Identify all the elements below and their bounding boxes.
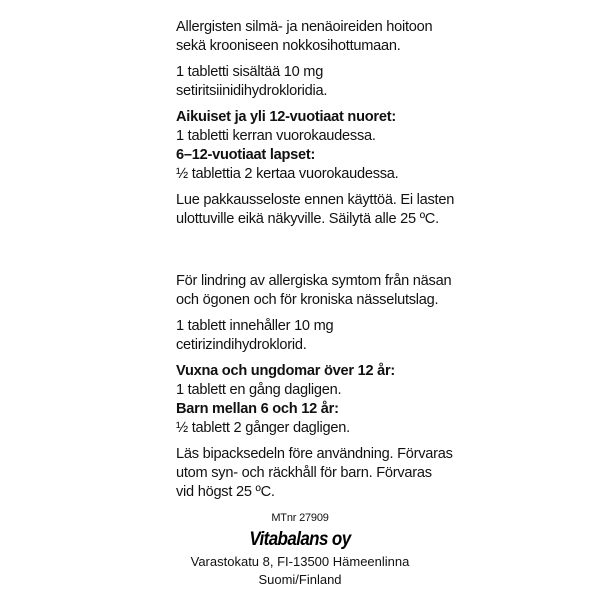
company-address xyxy=(150,553,450,589)
sv-warning-line-2: utom syn- och räckhåll för barn. Förvaras xyxy=(176,465,432,481)
fi-dosage xyxy=(176,108,476,184)
fi-indication-line-2: sekä krooniseen nokkosihottumaan. xyxy=(176,38,401,54)
fi-adults-heading: Aikuiset ja yli 12-vuotiaat nuoret: xyxy=(176,109,396,125)
sv-content-line-2: cetirizindihydroklorid. xyxy=(176,337,307,353)
sv-warning xyxy=(176,445,476,502)
language-separator xyxy=(176,236,476,272)
sv-children-heading: Barn mellan 6 och 12 år: xyxy=(176,401,339,417)
company-logo-text: Vitabalans oy xyxy=(249,527,351,550)
fi-content xyxy=(176,63,476,101)
fi-children-dose: ½ tablettia 2 kertaa vuorokaudessa. xyxy=(176,166,399,182)
sv-content-line-1: 1 tablett innehåller 10 mg xyxy=(176,318,334,334)
sv-indication xyxy=(176,272,476,310)
sv-children-dose: ½ tablett 2 gånger dagligen. xyxy=(176,420,350,436)
sv-warning-line-1: Läs bipacksedeln före användning. Förvaras xyxy=(176,446,453,462)
sv-indication-line-1: För lindring av allergiska symtom från näsan xyxy=(176,273,452,289)
sv-indication-line-2: och ögonen och för kroniska nässelutslag. xyxy=(176,292,439,308)
sv-adults-heading: Vuxna och ungdomar över 12 år: xyxy=(176,363,396,379)
fi-content-line-2: setiritsiinidihydrokloridia. xyxy=(176,83,328,99)
sv-warning-line-3: vid högst 25 ºC. xyxy=(176,484,275,500)
fi-warning-line-2: ulottuville eikä näkyville. Säilytä alle 25 ºC. xyxy=(176,211,439,227)
sv-dosage xyxy=(176,362,476,438)
fi-children-heading: 6–12-vuotiaat lapset: xyxy=(176,147,316,163)
address-line-1: Varastokatu 8, FI-13500 Hämeenlinna xyxy=(190,554,410,569)
fi-content-line-1: 1 tabletti sisältää 10 mg xyxy=(176,64,324,80)
package-label-text xyxy=(176,18,476,509)
mtnr-number: MTnr 27909 xyxy=(271,512,329,524)
sv-adults-dose: 1 tablett en gång dagligen. xyxy=(176,382,342,398)
fi-adults-dose: 1 tabletti kerran vuorokaudessa. xyxy=(176,128,376,144)
fi-indication-line-1: Allergisten silmä- ja nenäoireiden hoitoon xyxy=(176,19,433,35)
sv-content xyxy=(176,317,476,355)
company-logo xyxy=(150,529,450,549)
address-line-2: Suomi/Finland xyxy=(258,572,342,587)
fi-warning-line-1: Lue pakkausseloste ennen käyttöä. Ei lasten xyxy=(176,192,455,208)
fi-indication xyxy=(176,18,476,56)
fi-warning xyxy=(176,191,476,229)
